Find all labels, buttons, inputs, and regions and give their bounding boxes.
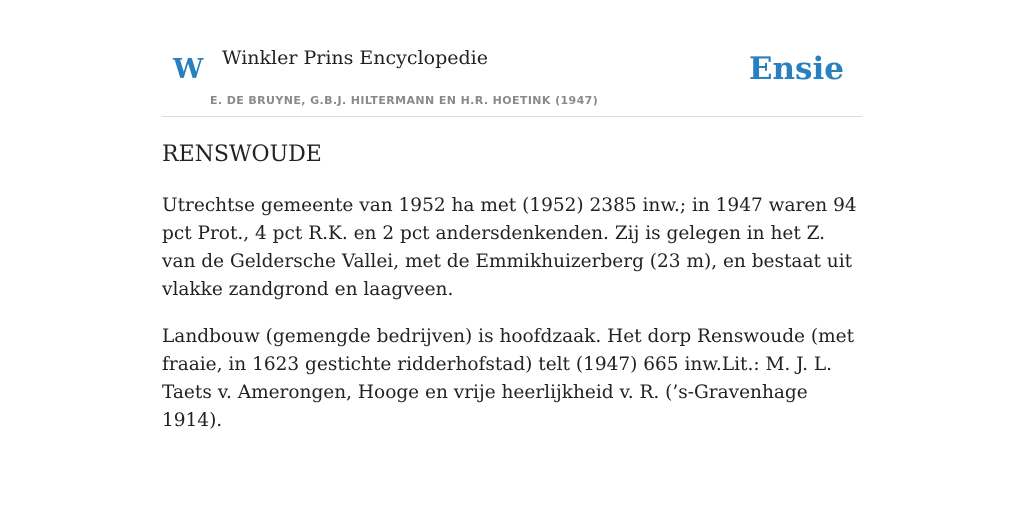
source-title-link[interactable]: Winkler Prins Encyclopedie xyxy=(222,47,488,69)
article-paragraph: Utrechtse gemeente van 1952 ha met (1952) 2385 inw.; in 1947 waren 94 pct Prot., 4 pct R.K. en 2 pct andersdenkenden. Zij is gelegen in het Z. van de Geldersche Vallei, met de Emmikhuizerberg (23 m), en bestaat uit vlakke zandgrond en laagveen. xyxy=(162,195,857,300)
article-paragraph: Landbouw (gemengde bedrijven) is hoofdzaak. Het dorp Renswoude (met fraaie, in 1623 gestichte ridderhofstad) telt (1947) 665 inw.Lit.: M. J. L. Taets v. Amerongen, Hooge en vrije heerlijkheid v. R. (’s-Gravenhage 1914). xyxy=(162,326,855,431)
ensie-logo-link[interactable]: Ensie xyxy=(748,51,844,87)
source-logo-icon[interactable]: W xyxy=(173,54,204,85)
source-header xyxy=(162,0,862,117)
article-body xyxy=(162,192,864,454)
article-title: RENSWOUDE xyxy=(162,142,322,167)
source-authors: E. DE BRUYNE, G.B.J. HILTERMANN EN H.R. HOETINK (1947) xyxy=(210,94,599,107)
